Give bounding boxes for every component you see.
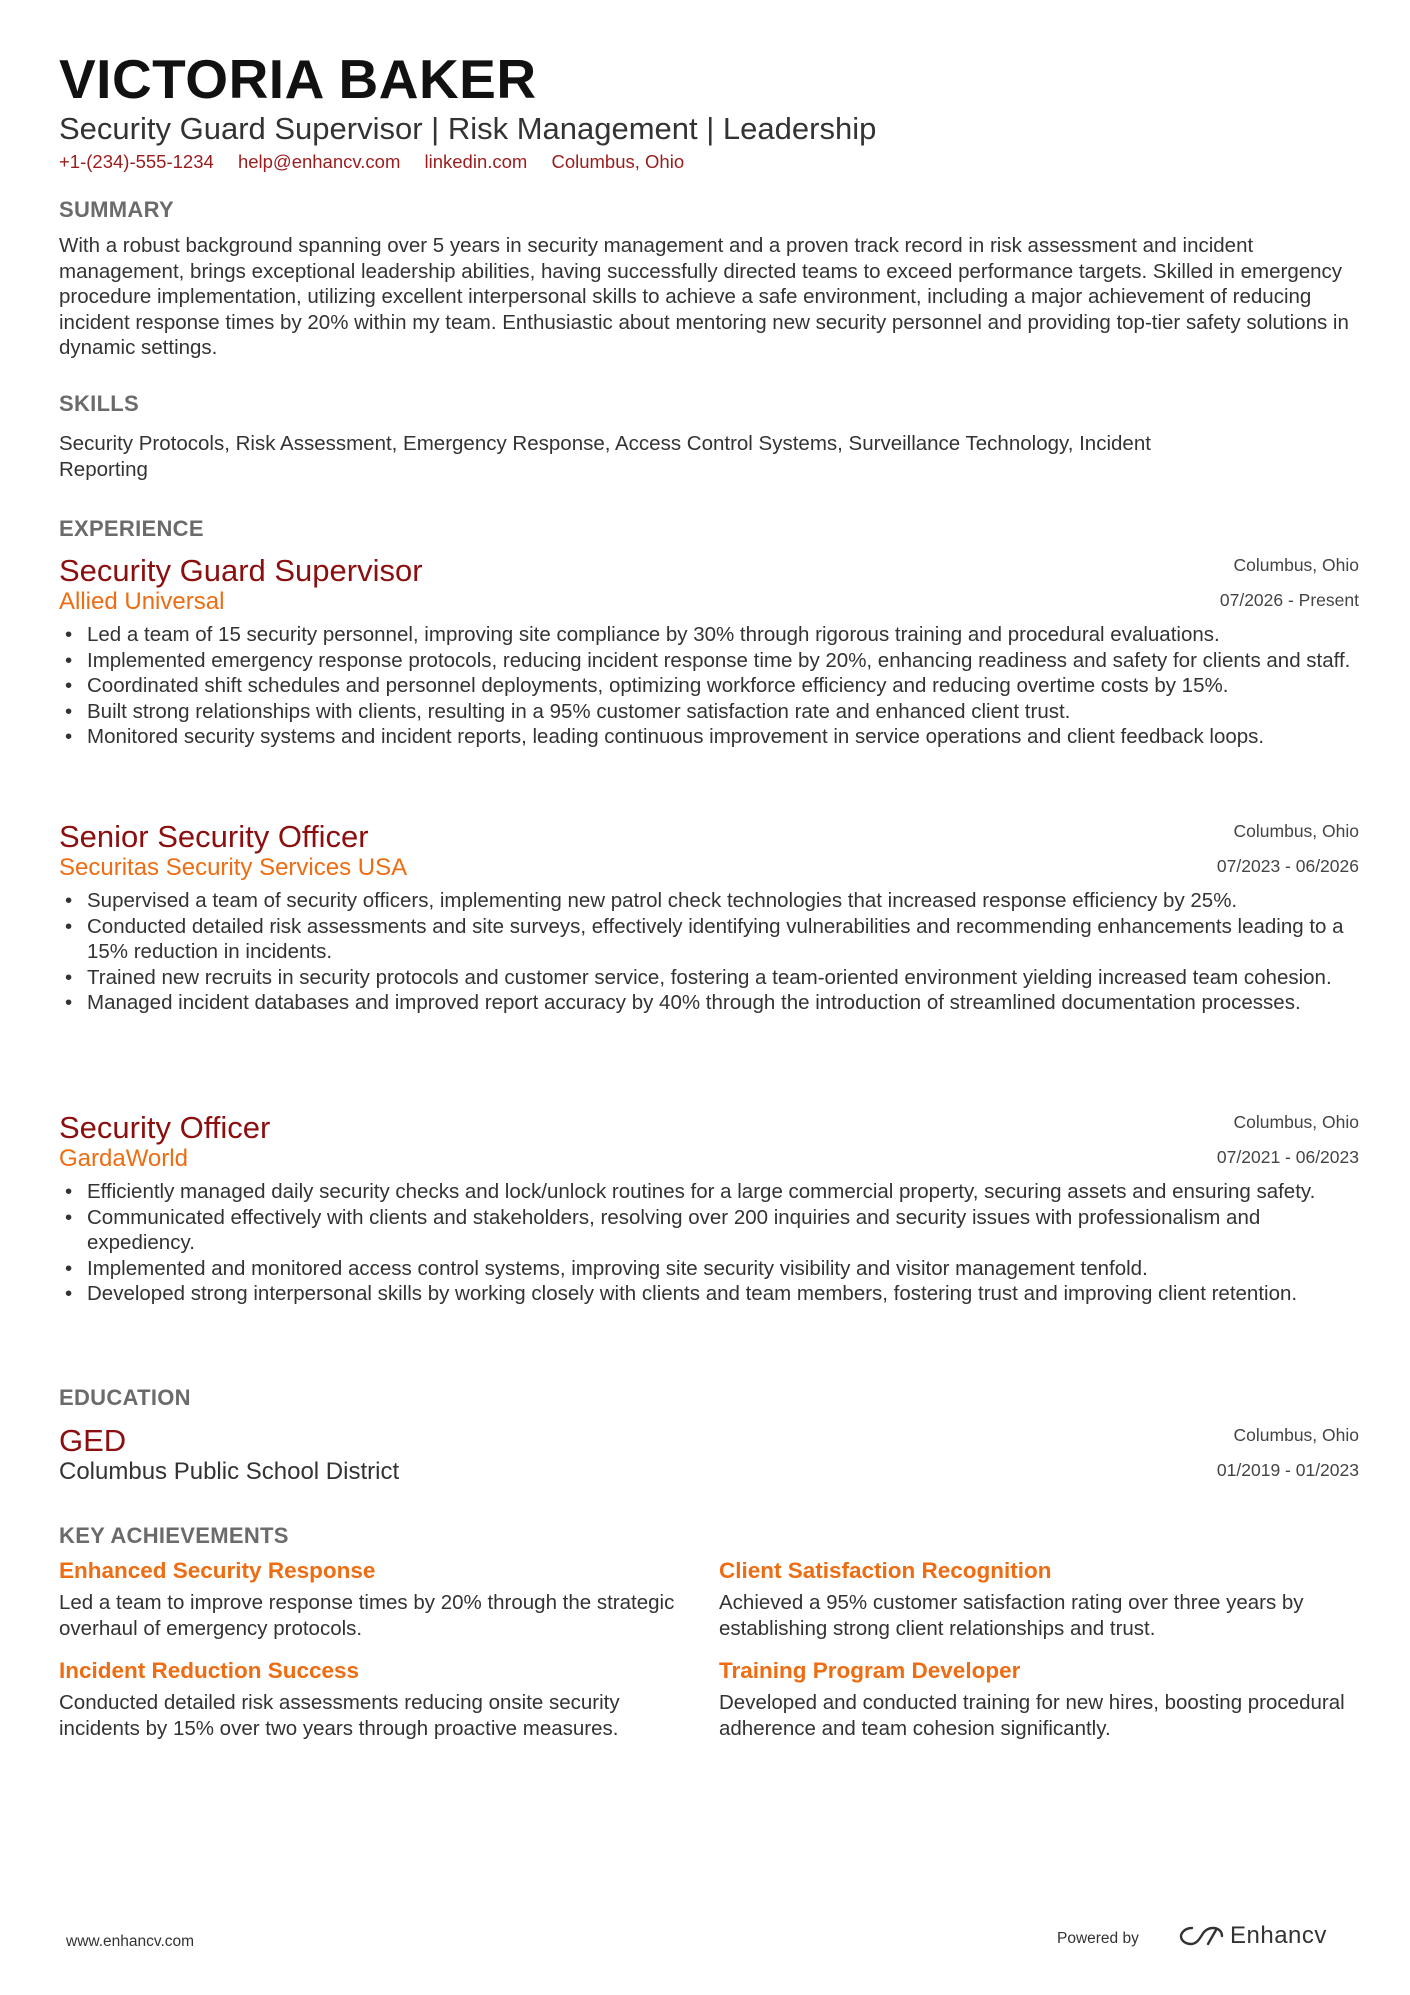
education-dates: 01/2019 - 01/2023 [1216, 1460, 1359, 1480]
job-location: Columbus, Ohio [1233, 555, 1359, 575]
job-bullets [59, 888, 1359, 1016]
contact-phone[interactable]: +1-(234)-555-1234 [59, 151, 214, 172]
job-bullet: • Supervised a team of security officers, implementing new patrol check technologies that increased response efficiency by 25%. [59, 888, 1359, 914]
education-heading: EDUCATION [59, 1385, 191, 1410]
achievement-title: Training Program Developer [719, 1658, 1021, 1683]
job-bullet: • Efficiently managed daily security checks and lock/unlock routines for a large commercial property, securing assets and ensuring safety. [59, 1179, 1359, 1205]
achievement-description: Led a team to improve response times by 20% through the strategic overhaul of emergency protocols. [59, 1591, 675, 1640]
enhancv-logo-icon [1178, 1924, 1224, 1948]
job-bullet: • Led a team of 15 security personnel, improving site compliance by 30% through rigorous training and procedural evaluations. [59, 622, 1359, 648]
job-dates: 07/2021 - 06/2023 [1216, 1147, 1359, 1167]
skills-text: Security Protocols, Risk Assessment, Emergency Response, Access Control Systems, Surveillance Technology, Incident Reporting [59, 432, 1151, 481]
achievement-title: Client Satisfaction Recognition [719, 1558, 1052, 1583]
job-bullet: • Managed incident databases and improved report accuracy by 40% through the introduction of streamlined documentation processes. [59, 990, 1359, 1016]
summary-heading: SUMMARY [59, 197, 174, 222]
contact-line [59, 150, 703, 174]
summary-text: With a robust background spanning over 5 years in security management and a proven track record in risk assessment and incident management, brings exceptional leadership abilities, having successfully directed teams to exceed performance targets. Skilled in emergency procedure implementation, utilizing excellent interpersonal skills to achieve a safe environment, including a major achievement of reducing incident response times by 20% within my team. Enthusiastic about mentoring new security personnel and providing top-tier safety solutions in dynamic settings. [59, 234, 1349, 359]
job-dates: 07/2026 - Present [1219, 590, 1359, 610]
job-bullet: • Trained new recruits in security protocols and customer service, fostering a team-oriented environment yielding increased team cohesion. [59, 965, 1359, 991]
job-bullet: • Monitored security systems and incident reports, leading continuous improvement in service operations and client feedback loops. [59, 724, 1359, 750]
achievement-description: Conducted detailed risk assessments reducing onsite security incidents by 15% over two years through proactive measures. [59, 1691, 620, 1740]
achievement-description: Developed and conducted training for new hires, boosting procedural adherence and team cohesion significantly. [719, 1691, 1345, 1740]
contact-linkedin[interactable]: linkedin.com [424, 151, 528, 172]
job-bullets [59, 622, 1359, 750]
job-dates: 07/2023 - 06/2026 [1216, 856, 1359, 876]
job-company: Allied Universal [59, 588, 225, 615]
job-bullets [59, 1179, 1359, 1307]
experience-entry [59, 552, 1359, 750]
job-bullet: • Conducted detailed risk assessments and site surveys, effectively identifying vulnerabilities and recommending enhancements leading to a 15% reduction in incidents. [59, 914, 1359, 965]
job-title: Security Officer [59, 1110, 271, 1145]
footer-website-link[interactable]: www.enhancv.com [66, 1933, 195, 1950]
skills-heading: SKILLS [59, 391, 140, 416]
achievement-item [59, 1657, 699, 1741]
job-location: Columbus, Ohio [1233, 1112, 1359, 1132]
education-entry [59, 1422, 1359, 1487]
education-school: Columbus Public School District [59, 1458, 400, 1485]
job-bullet: • Communicated effectively with clients and stakeholders, resolving over 200 inquiries and security issues with professionalism and expediency. [59, 1205, 1359, 1256]
job-location: Columbus, Ohio [1233, 821, 1359, 841]
education-degree: GED [59, 1423, 127, 1458]
job-company: Securitas Security Services USA [59, 854, 408, 881]
contact-email[interactable]: help@enhancv.com [237, 151, 401, 172]
job-bullet: • Implemented and monitored access control systems, improving site security visibility and visitor management tenfold. [59, 1256, 1359, 1282]
job-bullet: • Built strong relationships with clients, resulting in a 95% customer satisfaction rate and enhanced client trust. [59, 699, 1359, 725]
powered-by-label: Powered by [1057, 1930, 1139, 1947]
experience-entry [59, 818, 1359, 1016]
job-title: Security Guard Supervisor [59, 553, 423, 588]
education-location: Columbus, Ohio [1233, 1425, 1359, 1445]
achievement-item [719, 1557, 1359, 1641]
job-company: GardaWorld [59, 1145, 188, 1172]
job-title: Senior Security Officer [59, 819, 369, 854]
achievement-item [59, 1557, 699, 1641]
enhancv-brand-name: Enhancv [1230, 1922, 1327, 1949]
candidate-headline: Security Guard Supervisor | Risk Management | Leadership [59, 111, 877, 146]
achievement-title: Enhanced Security Response [59, 1558, 376, 1583]
candidate-name: VICTORIA BAKER [59, 48, 537, 110]
enhancv-logo[interactable] [1178, 1922, 1327, 1950]
achievements-heading: KEY ACHIEVEMENTS [59, 1523, 289, 1548]
experience-heading: EXPERIENCE [59, 516, 204, 541]
contact-location: Columbus, Ohio [551, 151, 685, 172]
job-bullet: • Implemented emergency response protocols, reducing incident response time by 20%, enhancing readiness and safety for clients and staff. [59, 648, 1359, 674]
job-bullet: • Coordinated shift schedules and personnel deployments, optimizing workforce efficiency and reducing overtime costs by 15%. [59, 673, 1359, 699]
experience-entry [59, 1109, 1359, 1307]
achievement-item [719, 1657, 1359, 1741]
job-bullet: • Developed strong interpersonal skills by working closely with clients and team members, fostering trust and improving client retention. [59, 1281, 1359, 1307]
achievement-description: Achieved a 95% customer satisfaction rating over three years by establishing strong client relationships and trust. [719, 1591, 1304, 1640]
achievement-title: Incident Reduction Success [59, 1658, 360, 1683]
